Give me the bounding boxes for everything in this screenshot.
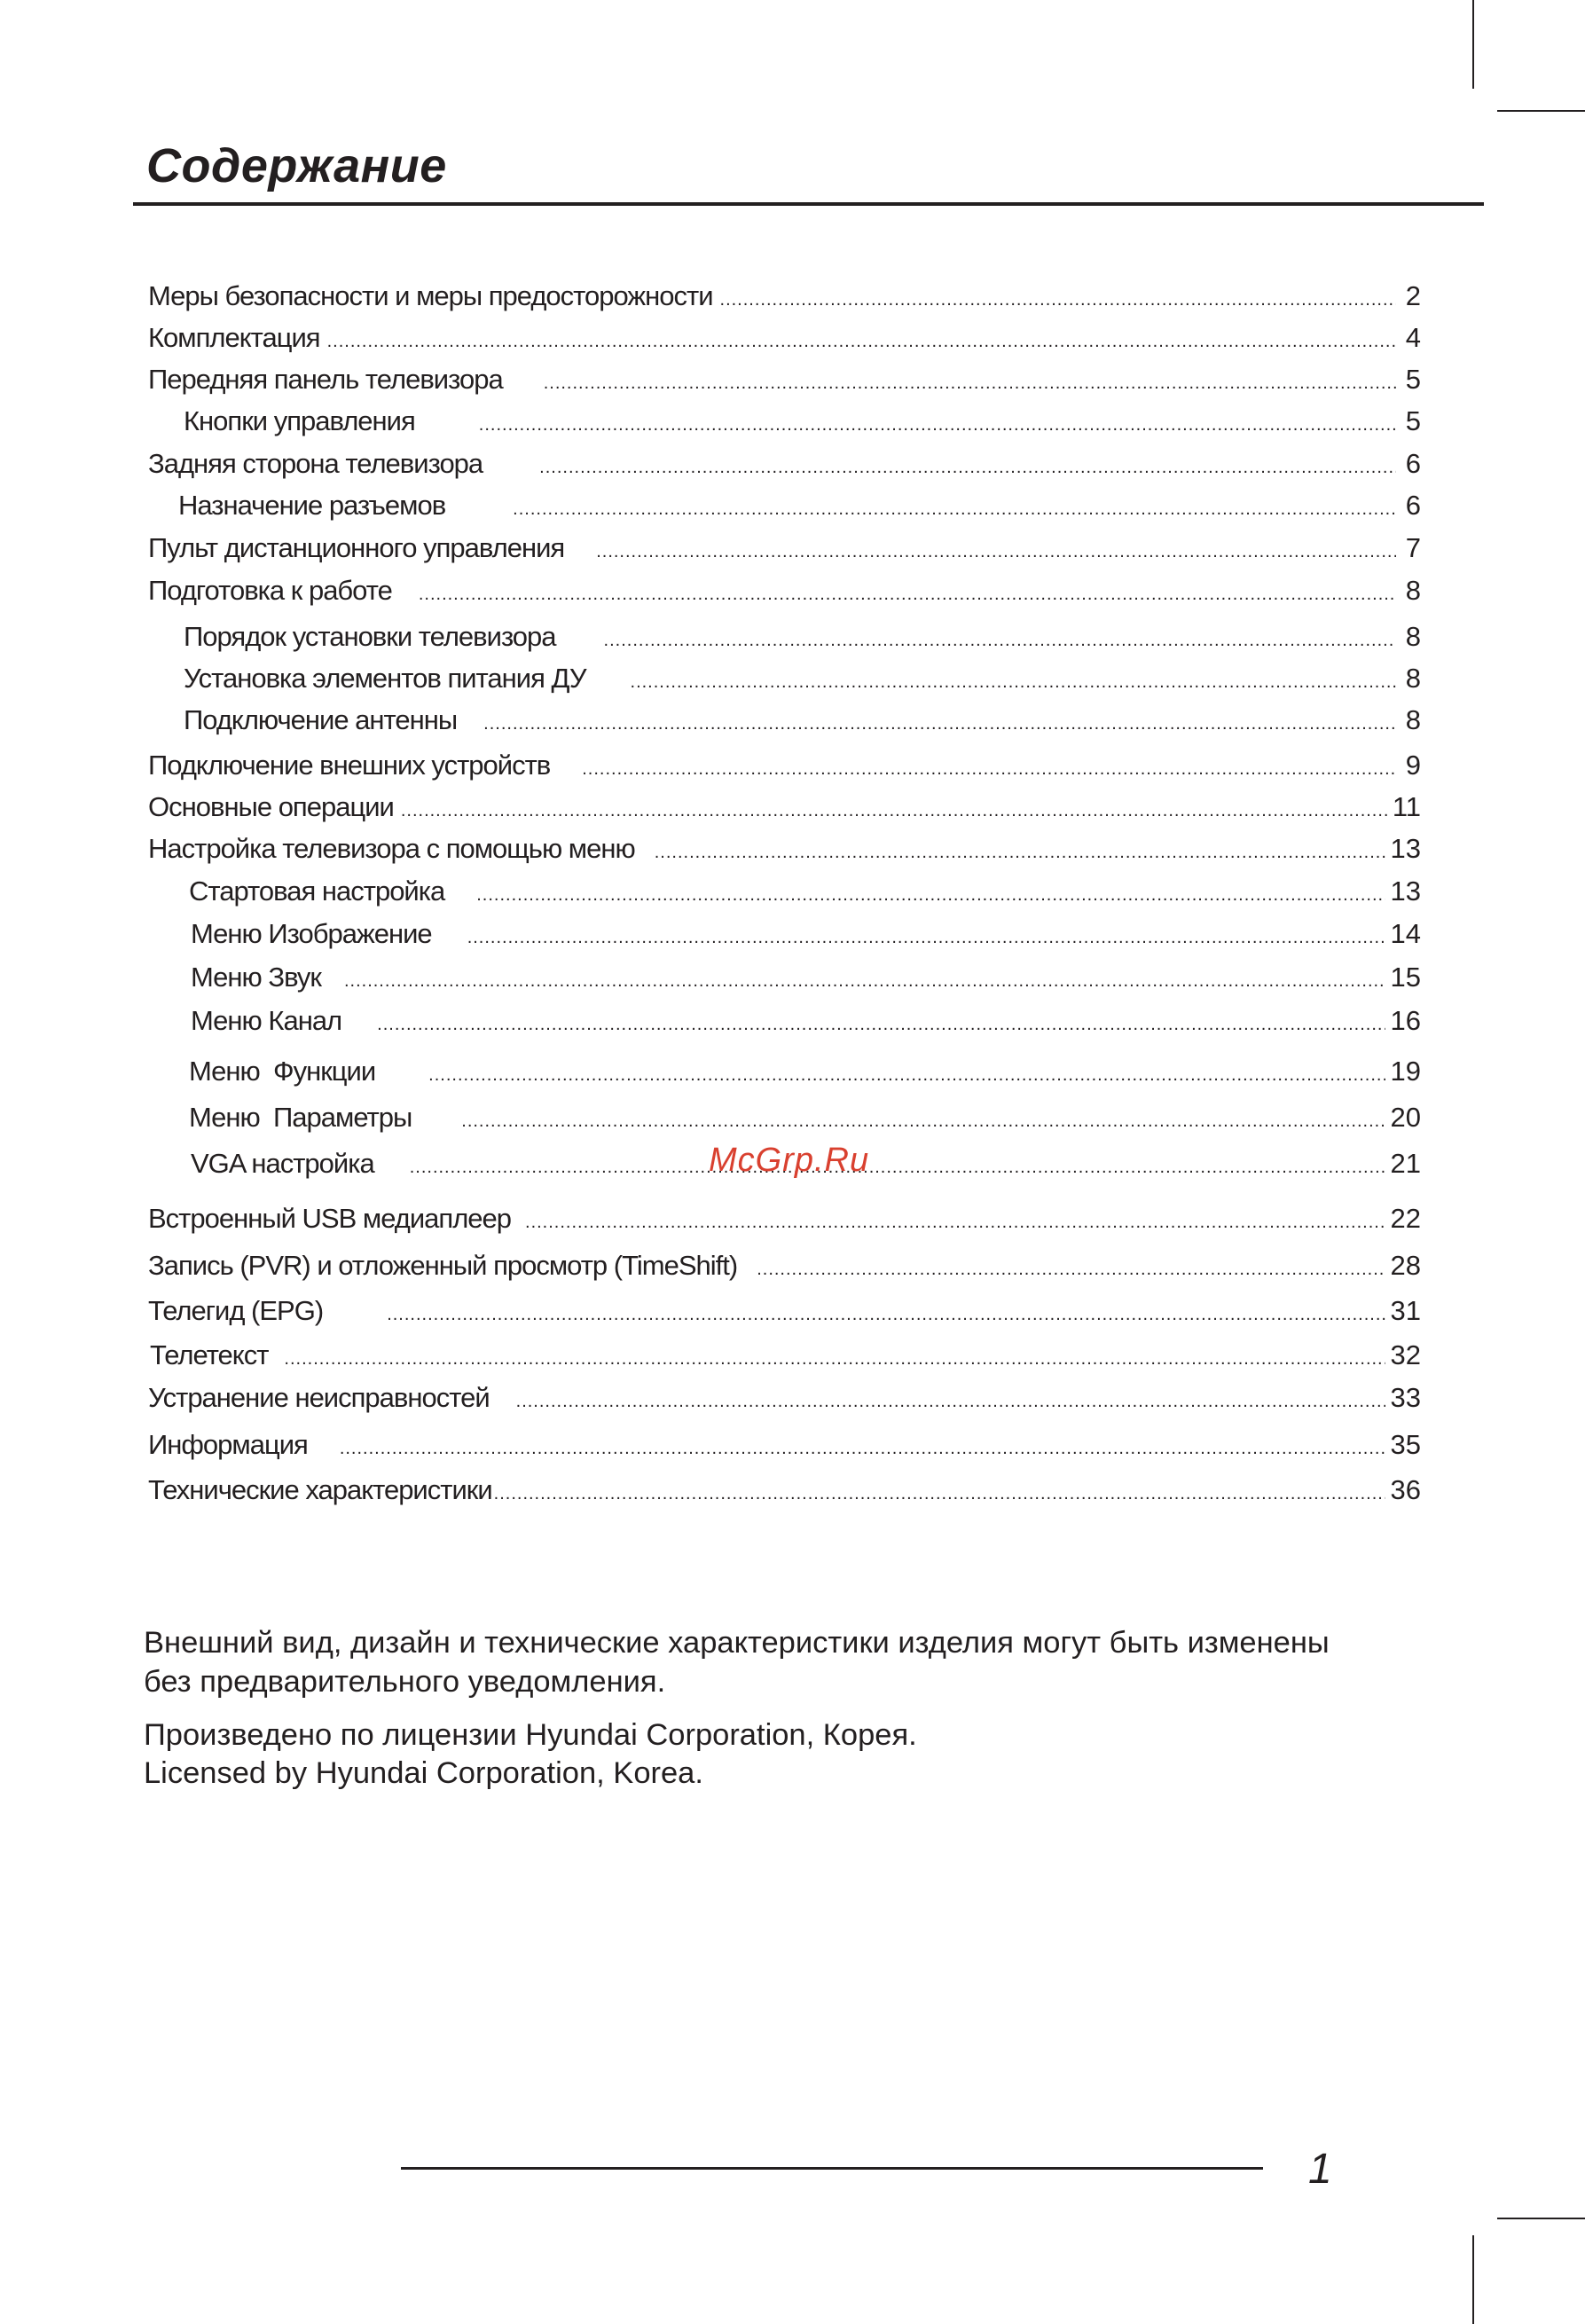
- toc-entry-page: 6: [1405, 490, 1421, 521]
- toc-leader-dots: [525, 1213, 1385, 1233]
- toc-entry[interactable]: [148, 750, 1421, 789]
- toc-entry-label: Подключение антенны: [184, 704, 458, 735]
- toc-leader-dots: [494, 1484, 1385, 1504]
- toc-entry-page: 19: [1390, 1056, 1421, 1087]
- toc-entry[interactable]: [148, 1295, 1421, 1334]
- toc-entry-page: 8: [1405, 663, 1421, 694]
- toc-entry-label: Установка элементов питания ДУ: [184, 663, 586, 694]
- toc-leader-dots: [604, 631, 1396, 651]
- toc-leader-dots: [544, 373, 1396, 394]
- toc-entry-label: Передняя панель телевизора: [148, 364, 503, 395]
- toc-entry[interactable]: [148, 1203, 1421, 1242]
- toc-entry-page: 5: [1405, 364, 1421, 395]
- toc-entry[interactable]: [148, 833, 1421, 872]
- toc-entry-label: Основные операции: [148, 791, 394, 822]
- toc-leader-dots: [513, 499, 1396, 520]
- footer-rule: [401, 2167, 1263, 2170]
- toc-entry[interactable]: [150, 1339, 1421, 1378]
- toc-entry-page: 8: [1405, 621, 1421, 652]
- toc-leader-dots: [539, 458, 1396, 478]
- toc-entry[interactable]: [184, 405, 1421, 444]
- toc-entry-label: Информация: [148, 1429, 308, 1460]
- toc-entry-page: 5: [1405, 405, 1421, 436]
- license-line-en: Licensed by Hyundai Corporation, Korea.: [144, 1756, 703, 1790]
- crop-mark-top-vertical: [1472, 0, 1474, 89]
- toc-entry-page: 20: [1390, 1102, 1421, 1133]
- toc-entry-page: 13: [1390, 833, 1421, 864]
- disclaimer-line-2: без предварительного уведомления.: [144, 1665, 666, 1699]
- toc-leader-dots: [340, 1439, 1385, 1459]
- toc-entry-label: Подготовка к работе: [148, 575, 392, 606]
- toc-leader-dots: [476, 885, 1385, 906]
- toc-entry-page: 6: [1405, 448, 1421, 479]
- toc-entry-label: Запись (PVR) и отложенный просмотр (TimeShift): [148, 1250, 738, 1281]
- toc-entry-label: Встроенный USB медиаплеер: [148, 1203, 512, 1234]
- toc-entry[interactable]: [184, 663, 1421, 702]
- toc-leader-dots: [461, 1111, 1385, 1132]
- toc-entry-label: Подключение внешних устройств: [148, 750, 551, 781]
- toc-entry-label: Пульт дистанционного управления: [148, 532, 565, 563]
- toc-leader-dots: [582, 759, 1396, 780]
- crop-mark-bottom-horizontal: [1497, 2218, 1585, 2219]
- toc-leader-dots: [655, 843, 1385, 863]
- toc-entry[interactable]: [148, 575, 1421, 614]
- toc-entry[interactable]: [148, 448, 1421, 487]
- toc-entry[interactable]: [148, 1429, 1421, 1468]
- toc-entry-page: 21: [1390, 1148, 1421, 1179]
- toc-entry-page: 13: [1390, 875, 1421, 907]
- toc-entry-page: 15: [1390, 962, 1421, 993]
- license-line-ru: Произведено по лицензии Hyundai Corporation, Корея.: [144, 1718, 917, 1752]
- toc-leader-dots: [596, 542, 1396, 562]
- toc-entry-page: 11: [1392, 791, 1421, 822]
- toc-leader-dots: [387, 1305, 1385, 1325]
- toc-entry[interactable]: [191, 1005, 1421, 1044]
- toc-leader-dots: [344, 971, 1385, 992]
- toc-entry[interactable]: [148, 322, 1421, 361]
- toc-entry-label: Меню Параметры: [189, 1102, 412, 1133]
- toc-entry[interactable]: [148, 1382, 1421, 1421]
- toc-leader-dots: [479, 415, 1396, 436]
- toc-entry-page: 16: [1390, 1005, 1421, 1036]
- toc-entry-label: Меню Функции: [189, 1056, 376, 1087]
- toc-entry-page: 9: [1405, 750, 1421, 781]
- toc-entry[interactable]: [148, 1250, 1421, 1289]
- toc-entry-page: 14: [1390, 918, 1421, 949]
- toc-entry-page: 33: [1390, 1382, 1421, 1413]
- page-number: 1: [1308, 2146, 1332, 2193]
- toc-leader-dots: [419, 585, 1396, 605]
- toc-leader-dots: [377, 1015, 1385, 1035]
- title-underline: [133, 202, 1484, 206]
- toc-entry-page: 4: [1405, 322, 1421, 353]
- toc-entry[interactable]: [191, 918, 1421, 957]
- toc-entry-label: Задняя сторона телевизора: [148, 448, 483, 479]
- toc-entry-page: 8: [1405, 704, 1421, 735]
- toc-leader-dots: [631, 672, 1396, 693]
- toc-entry-page: 8: [1405, 575, 1421, 606]
- toc-entry-page: 2: [1405, 280, 1421, 311]
- toc-entry-label: Назначение разъемов: [178, 490, 446, 521]
- toc-leader-dots: [516, 1392, 1385, 1412]
- toc-entry-label: Настройка телевизора с помощью меню: [148, 833, 635, 864]
- toc-entry[interactable]: [189, 1056, 1421, 1095]
- toc-leader-dots: [284, 1349, 1385, 1370]
- crop-mark-top-horizontal: [1497, 110, 1585, 112]
- toc-leader-dots: [483, 714, 1396, 734]
- toc-entry-label: Стартовая настройка: [189, 875, 445, 907]
- toc-leader-dots: [428, 1065, 1385, 1086]
- crop-mark-bottom-vertical: [1472, 2235, 1474, 2324]
- toc-leader-dots: [720, 290, 1396, 310]
- toc-entry-label: Устранение неисправностей: [148, 1382, 490, 1413]
- toc-leader-dots: [757, 1260, 1385, 1280]
- toc-entry[interactable]: [189, 875, 1421, 915]
- disclaimer-line-1: Внешний вид, дизайн и технические характеристики изделия могут быть изменены: [144, 1626, 1330, 1660]
- toc-entry-page: 22: [1390, 1203, 1421, 1234]
- toc-entry-page: 32: [1390, 1339, 1421, 1370]
- toc-entry-label: Меню Канал: [191, 1005, 342, 1036]
- watermark-text: McGrp.Ru: [709, 1142, 870, 1179]
- toc-entry[interactable]: [148, 1474, 1421, 1513]
- toc-entry[interactable]: [189, 1102, 1421, 1141]
- toc-leader-dots: [410, 1158, 1385, 1178]
- toc-entry-page: 7: [1405, 532, 1421, 563]
- toc-entry-label: Порядок установки телевизора: [184, 621, 556, 652]
- toc-entry-page: 36: [1390, 1474, 1421, 1505]
- toc-leader-dots: [467, 928, 1385, 948]
- toc-entry[interactable]: [184, 704, 1421, 743]
- toc-leader-dots: [401, 801, 1387, 821]
- toc-entry-page: 31: [1390, 1295, 1421, 1326]
- toc-entry-page: 28: [1390, 1250, 1421, 1281]
- toc-entry-label: Меры безопасности и меры предосторожности: [148, 280, 713, 311]
- toc-entry[interactable]: [148, 791, 1421, 830]
- toc-entry-label: Меню Изображение: [191, 918, 432, 949]
- toc-entry-label: Телегид (EPG): [148, 1295, 324, 1326]
- page-title: Содержание: [146, 139, 447, 192]
- toc-entry[interactable]: [148, 280, 1421, 319]
- toc-entry[interactable]: [184, 621, 1421, 660]
- toc-entry-page: 35: [1390, 1429, 1421, 1460]
- toc-entry[interactable]: [148, 532, 1421, 571]
- toc-entry[interactable]: [148, 364, 1421, 403]
- toc-entry-label: Меню Звук: [191, 962, 321, 993]
- toc-entry-label: Телетекст: [150, 1339, 269, 1370]
- toc-entry-label: Кнопки управления: [184, 405, 415, 436]
- toc-leader-dots: [327, 332, 1396, 352]
- toc-entry[interactable]: [178, 490, 1421, 529]
- toc-entry[interactable]: [191, 962, 1421, 1001]
- toc-entry-label: Технические характеристики: [148, 1474, 492, 1505]
- toc-entry-label: Комплектация: [148, 322, 320, 353]
- toc-entry-label: VGA настройка: [191, 1148, 374, 1179]
